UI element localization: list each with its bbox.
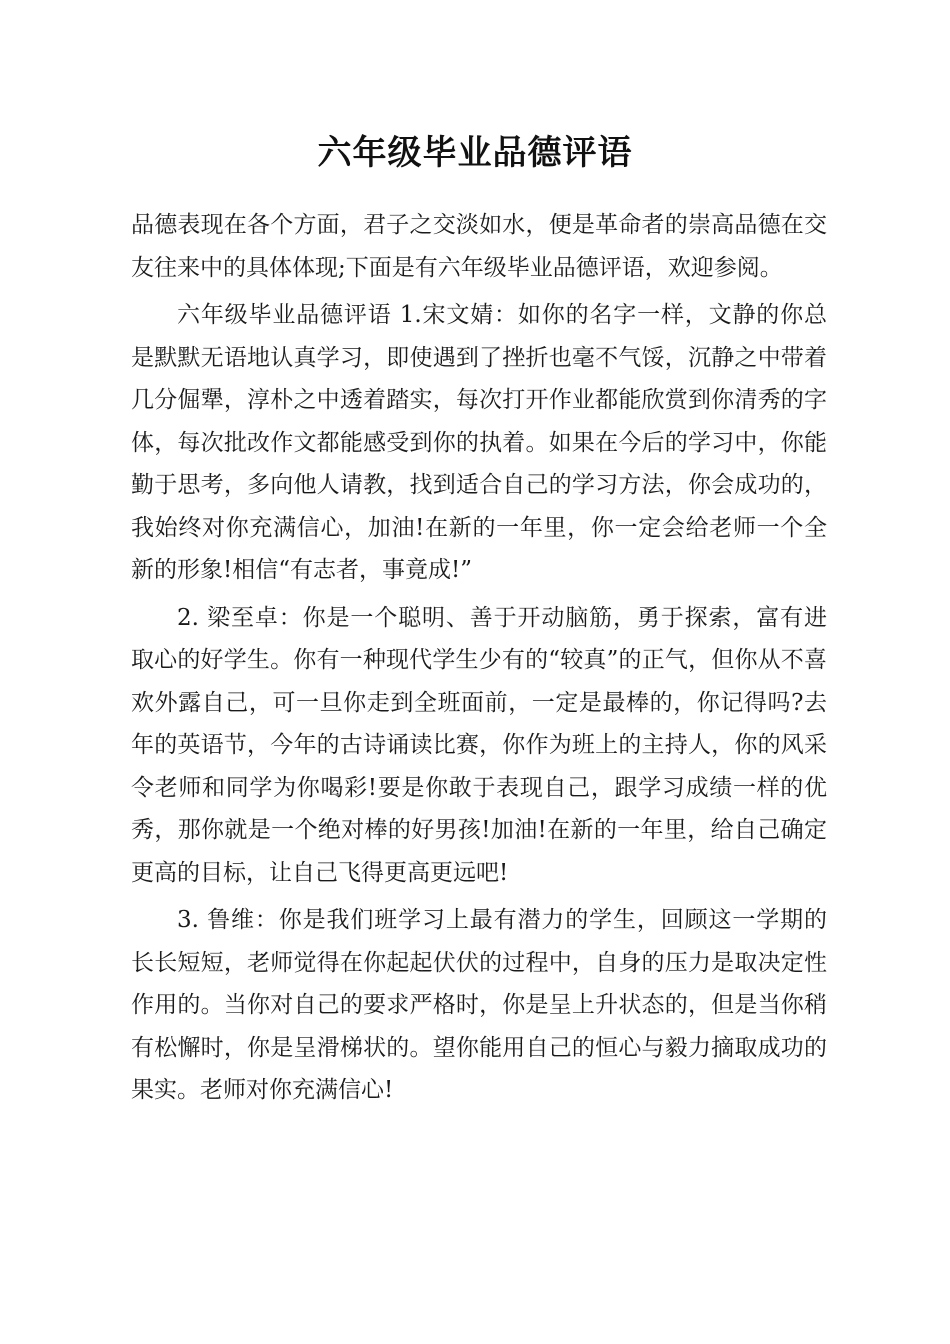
document-title: 六年级毕业品德评语 [317, 133, 633, 173]
comment-paragraph-2: 2. 梁至卓：你是一个聪明、善于开动脑筋，勇于探索，富有进取心的好学生。你有一种现代学生少有的“较真”的正气，但你从不喜欢外露自己，可一旦你走到全班面前，一定是最棒的，你记得吗?去年的英语节，今年的古诗诵读比赛，你作为班上的主持人，你的风采令老师和同学为你喝彩!要是你敢于表现自己，跟学习成绩一样的优秀，那你就是一个绝对棒的好男孩!加油!在新的一年里，给自己确定更高的目标，让自己飞得更高更远吧! [131, 604, 827, 886]
intro-paragraph: 品德表现在各个方面，君子之交淡如水，便是革命者的崇高品德在交友往来中的具体体现;下面是有六年级毕业品德评语，欢迎参阅。 [131, 212, 827, 281]
comment-paragraph-1: 六年级毕业品德评语 1.宋文婧：如你的名字一样，文静的你总是默默无语地认真学习，即使遇到了挫折也毫不气馁，沉静之中带着几分倔犟，淳朴之中透着踏实，每次打开作业都能欣赏到你清秀的字体，每次批改作文都能感受到你的执着。如果在今后的学习中，你能勤于思考，多向他人请教，找到适合自己的学习方法，你会成功的，我始终对你充满信心，加油!在新的一年里，你一定会给老师一个全新的形象!相信“有志者，事竟成!” [131, 302, 827, 583]
document-body [131, 204, 827, 1112]
comment-paragraph-3: 3. 鲁维：你是我们班学习上最有潜力的学生，回顾这一学期的长长短短，老师觉得在你起起伏伏的过程中，自身的压力是取决定性作用的。当你对自己的要求严格时，你是呈上升状态的，但是当你稍有松懈时，你是呈滑梯状的。望你能用自己的恒心与毅力摘取成功的果实。老师对你充满信心! [131, 907, 827, 1103]
